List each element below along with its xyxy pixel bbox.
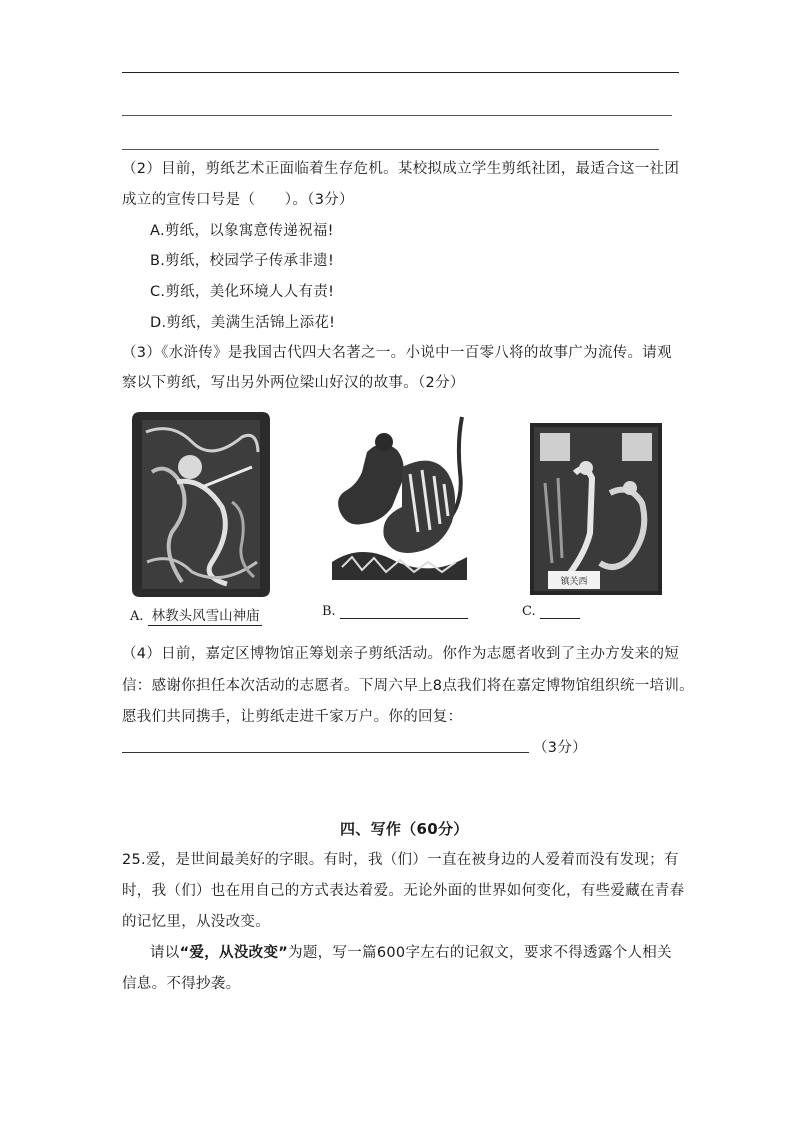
caption-b (322, 604, 468, 619)
q3-stem-line-1: （3）《水浒传》是我国古代四大名著之一。小说中一百零八将的故事广为流传。请观 (122, 345, 672, 361)
papercut-image-a (132, 412, 270, 597)
q25-req-prefix: 请以 (150, 945, 180, 961)
caption-a-answer: 林教头风雪山神庙 (148, 604, 262, 626)
answer-line-2[interactable] (122, 115, 672, 116)
q2-option-c[interactable]: C.剪纸，美化环境人人有责! (150, 284, 335, 300)
image-c-seal: 镇关西 (560, 577, 588, 587)
caption-b-letter: B. (322, 604, 336, 619)
q2-option-b[interactable]: B.剪纸，校园学子传承非遗! (150, 253, 335, 269)
q4-reply-line[interactable] (122, 752, 529, 753)
q4-line-2: 信：感谢你担任本次活动的志愿者。下周六早上8点我们将在嘉定博物馆组织统一培训。 (122, 678, 694, 694)
q25-line-3: 的记忆里，从没改变。 (122, 914, 270, 930)
q4-score: （3分） (533, 740, 587, 756)
q3-stem-line-2: 察以下剪纸，写出另外两位梁山好汉的故事。（2分） (122, 375, 465, 391)
section-title: 四、写作（60分） (340, 820, 469, 838)
q4-line-1: （4）日前，嘉定区博物馆正筹划亲子剪纸活动。你作为志愿者收到了主办方发来的短 (122, 646, 680, 662)
caption-c-letter: C. (522, 604, 536, 619)
answer-line-3[interactable] (122, 149, 659, 150)
q25-req-title: “爱，从没改变” (179, 945, 289, 961)
q25-req-suffix: 为题，写一篇600字左右的记叙文，要求不得透露个人相关 (288, 945, 672, 961)
caption-a (130, 604, 262, 626)
q25-line-2: 时，我（们）也在用自己的方式表达着爱。无论外面的世界如何变化，有些爱藏在青春 (122, 883, 685, 899)
q4-line-3: 愿我们共同携手，让剪纸走进千家万户。你的回复： (122, 709, 463, 725)
q25-requirement-line-1 (150, 943, 672, 963)
caption-c-blank[interactable] (540, 604, 580, 619)
caption-b-blank[interactable] (340, 604, 468, 619)
papercut-image-b (322, 412, 472, 582)
q2-stem-line-2: 成立的宣传口号是（ ）。（3分） (122, 192, 354, 208)
answer-line-1[interactable] (122, 72, 679, 73)
q2-option-d[interactable]: D.剪纸，美满生活锦上添花! (150, 315, 336, 331)
papercut-image-c (530, 423, 662, 595)
q2-option-a[interactable]: A.剪纸，以象寓意传递祝福! (150, 223, 334, 239)
q25-line-1: 25.爱，是世间最美好的字眼。有时，我（们）一直在被身边的人爱着而没有发现；有 (122, 852, 679, 868)
caption-a-letter: A. (130, 609, 144, 624)
caption-c (522, 604, 580, 619)
q25-requirement-line-2: 信息。不得抄袭。 (122, 976, 241, 992)
q2-stem-line-1: （2）目前，剪纸艺术正面临着生存危机。某校拟成立学生剪纸社团，最适合这一社团 (122, 161, 680, 177)
